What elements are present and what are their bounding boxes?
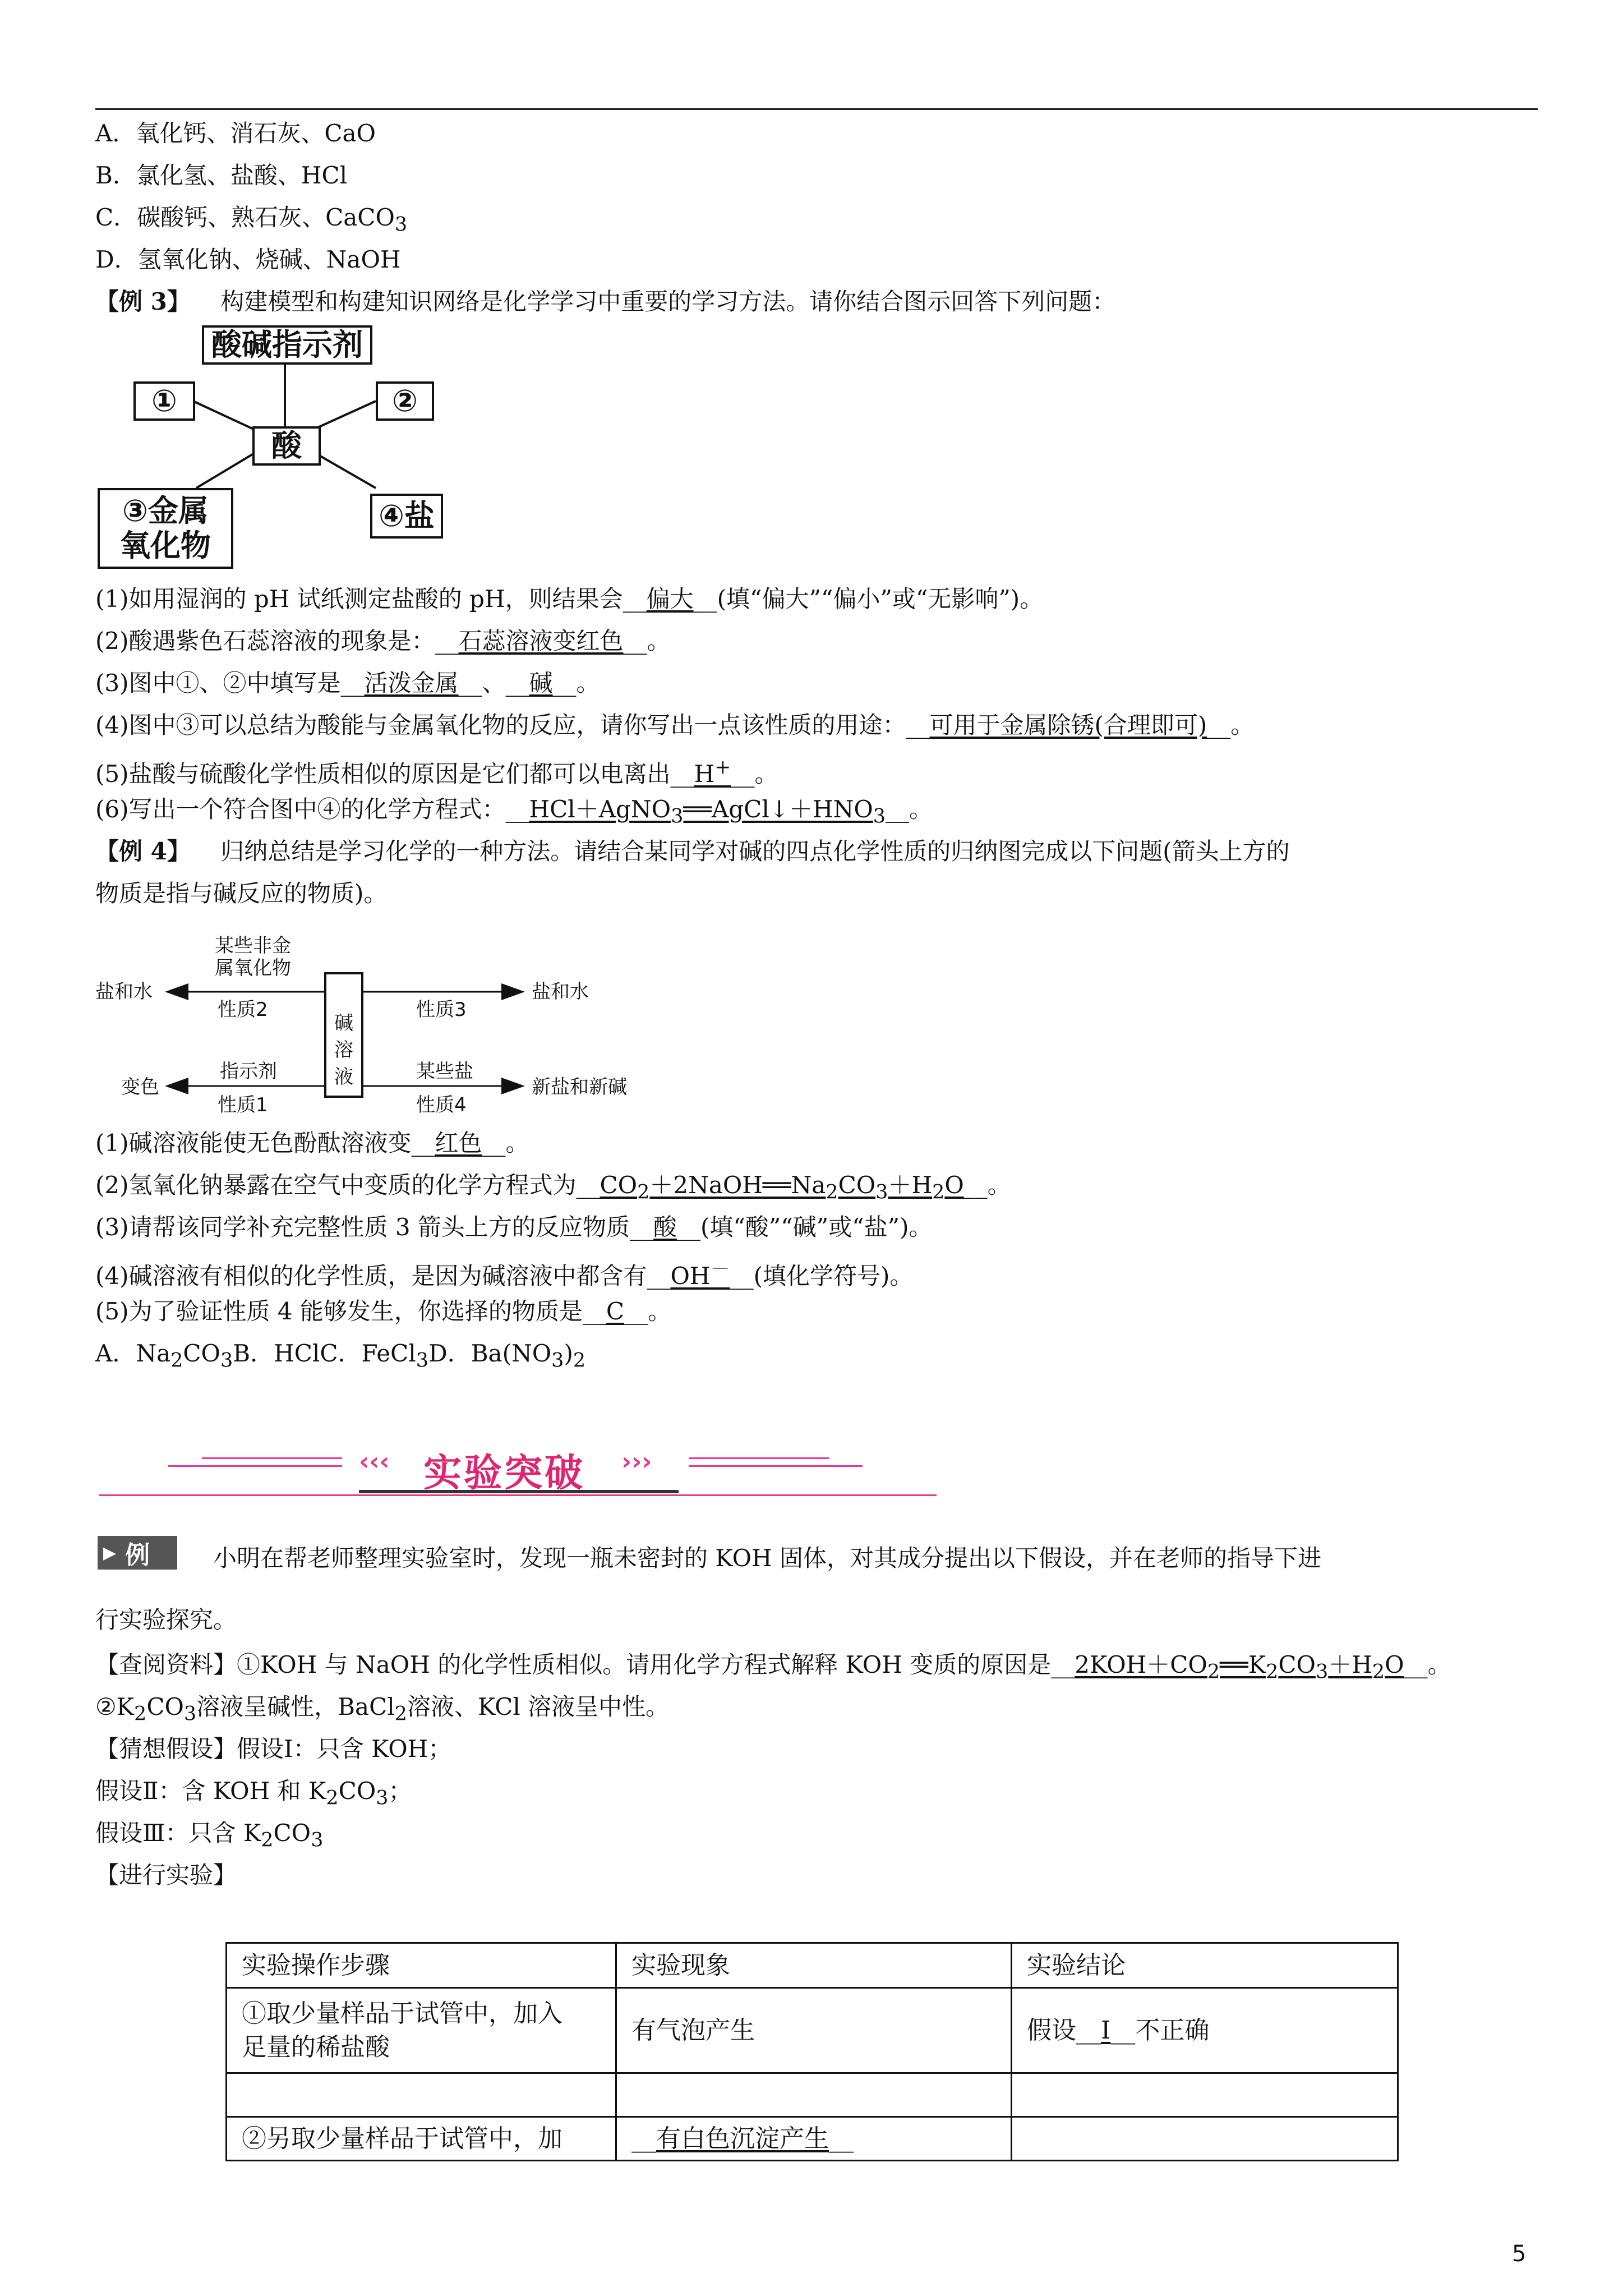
option-b: B．氯化氢、盐酸、HCl <box>95 162 348 189</box>
example-4-stem-1: 【例 4】 归纳总结是学习化学的一种方法。请结合某同学对碱的四点化学性质的归纳图完成以下问题(箭头上方的 <box>95 838 1290 865</box>
some-salt-label: 某些盐 <box>416 1060 473 1083</box>
table-cell: 假设__Ⅰ__不正确 <box>1012 1988 1398 2073</box>
table-row <box>227 2117 1398 2161</box>
base-diagram <box>95 931 656 1122</box>
color-change-label: 变色 <box>121 1076 159 1098</box>
header-rule <box>95 108 1538 110</box>
example-4-tag: 【例 4】 <box>95 838 191 865</box>
salt-water-left: 盐和水 <box>95 981 153 1003</box>
hypothesis-3: 假设Ⅲ：只含 $K_2CO_3$ <box>95 1819 324 1852</box>
ex3-q4: (4)图中③可以总结为酸能与金属氧化物的反应，请你写出一点该性质的用途：__可用于金属除锈(合理即可)__。 <box>95 711 1255 739</box>
experiment-table <box>225 1942 1399 2161</box>
ex3-q1: (1)如用湿润的 pH 试纸测定盐酸的 pH，则结果会__偏大__(填“偏大”“偏小”或“无影响”)。 <box>95 585 1044 613</box>
section-rule <box>689 1465 863 1467</box>
box-2: ② <box>376 381 434 421</box>
option-c: C．碳酸钙、熟石灰、CaCO$_3$ <box>95 204 408 236</box>
ex4-q2: (2)氢氧化钠暴露在空气中变质的化学方程式为$\_\_CO_2+2NaOH══Na_2CO_3+H_2O\_\_$。 <box>95 1171 1011 1204</box>
box-1: ① <box>133 381 195 421</box>
ex3-q3: (3)图中①、②中填写是__活泼金属__、__碱__。 <box>95 669 600 697</box>
ex4-q1: (1)碱溶液能使无色酚酞溶液变__红色__。 <box>95 1129 529 1157</box>
property-2-label: 性质2 <box>218 999 268 1021</box>
table-cell: 有气泡产生 <box>616 1988 1012 2073</box>
example-3-stem: 【例 3】 构建模型和构建知识网络是化学学习中重要的学习方法。请你结合图示回答下列问题： <box>95 288 1116 315</box>
base-solution-label: 碱 溶 液 <box>334 1012 353 1088</box>
table-cell: ①取少量样品于试管中，加入 足量的稀盐酸 <box>227 1988 616 2073</box>
hypothesis-2: 假设Ⅱ：含 KOH 和 $K_2CO_3$； <box>95 1777 412 1810</box>
header-cell: 实验结论 <box>1012 1943 1398 1988</box>
salt-water-right: 盐和水 <box>532 981 589 1003</box>
table-cell <box>227 2073 616 2117</box>
left-chevrons: ‹‹‹ <box>359 1447 390 1476</box>
section-rule <box>689 1457 829 1459</box>
table-cell <box>1012 2073 1398 2117</box>
reference-material-2: $②K_2CO_3$溶液呈碱性，BaCl$_2$溶液、KCl 溶液呈中性。 <box>95 1693 670 1726</box>
new-salt-base-label: 新盐和新碱 <box>532 1076 627 1098</box>
ex4-q5: (5)为了验证性质 4 能够发生，你选择的物质是__C__。 <box>95 1297 672 1325</box>
ex4-q3: (3)请帮该同学补充完整性质 3 箭头上方的反应物质__酸__(填“酸”“碱”或“盐”)。 <box>95 1213 933 1241</box>
experiment-intro-1: 小明在帮老师整理实验室时，发现一瓶未密封的 KOH 固体，对其成分提出以下假设，并在老师的指导下进 <box>213 1544 1322 1572</box>
option-d: D．氢氧化钠、烧碱、NaOH <box>95 246 401 273</box>
ex4-options: A．$Na_2CO_3B$．HClC．FeCl$_3$D．$Ba(NO_3)_2$ <box>95 1340 586 1372</box>
indicator-label: 指示剂 <box>220 1060 277 1083</box>
section-rule <box>168 1465 342 1467</box>
table-cell: ②另取少量样品于试管中，加 <box>227 2117 616 2161</box>
table-header-row <box>227 1943 1398 1988</box>
reference-material: 【查阅资料】①KOH 与 NaOH 的化学性质相似。请用化学方程式解释 KOH 变质的原因是$\_\_2KOH+CO_2══K_2CO_3+H_2O\_\_$。 <box>95 1651 1451 1683</box>
ex4-q4: (4)碱溶液有相似的化学性质，是因为碱溶液中都含有__OH－__(填化学符号)。 <box>95 1258 914 1290</box>
ex3-q5: (5)盐酸与硫酸化学性质相似的原因是它们都可以电离出__H+__。 <box>95 756 778 788</box>
indicator-box: 酸碱指示剂 <box>202 325 372 365</box>
example-3-tag: 【例 3】 <box>95 288 191 315</box>
acid-diagram <box>95 325 435 572</box>
table-row <box>227 2073 1398 2117</box>
property-3-label: 性质3 <box>416 999 467 1021</box>
option-a: A．氧化钙、消石灰、CaO <box>95 119 376 147</box>
salt-box: ④盐 <box>370 494 443 539</box>
section-rule <box>202 1457 342 1459</box>
property-4-label: 性质4 <box>416 1094 467 1116</box>
table-row <box>227 1988 1398 2073</box>
ex3-q6: (6)写出一个符合图中④的化学方程式：$\_\_HCl+AgNO_3══AgCl↓+HNO_3\_\_$。 <box>95 795 933 828</box>
metal-oxide-box: ③金属 氧化物 <box>98 488 233 569</box>
section-title: 实验突破 <box>423 1451 585 1496</box>
table-cell: __有白色沉淀产生__ <box>616 2117 1012 2161</box>
nonmetal-oxide-label: 某些非金 属氧化物 <box>215 935 291 979</box>
example-tag: ▶ 例 <box>98 1536 177 1570</box>
play-icon: ▶ <box>103 1543 117 1563</box>
table-cell <box>1012 2117 1398 2161</box>
right-chevrons: ››› <box>621 1447 652 1476</box>
page-number: 5 <box>1512 2241 1527 2267</box>
header-cell: 实验操作步骤 <box>227 1943 616 1988</box>
table-cell <box>616 2073 1012 2117</box>
property-1-label: 性质1 <box>218 1094 268 1116</box>
acid-box: 酸 <box>252 426 321 466</box>
example-4-stem-2: 物质是指与碱反应的物质)。 <box>95 880 388 907</box>
experiment-intro-2: 行实验探究。 <box>95 1606 237 1634</box>
ex3-q2: (2)酸遇紫色石蕊溶液的现象是：__石蕊溶液变红色__。 <box>95 627 671 655</box>
header-cell: 实验现象 <box>616 1943 1012 1988</box>
hypothesis-1: 【猜想假设】假设Ⅰ：只含 KOH； <box>95 1735 452 1763</box>
conduct-experiment: 【进行实验】 <box>95 1861 237 1889</box>
